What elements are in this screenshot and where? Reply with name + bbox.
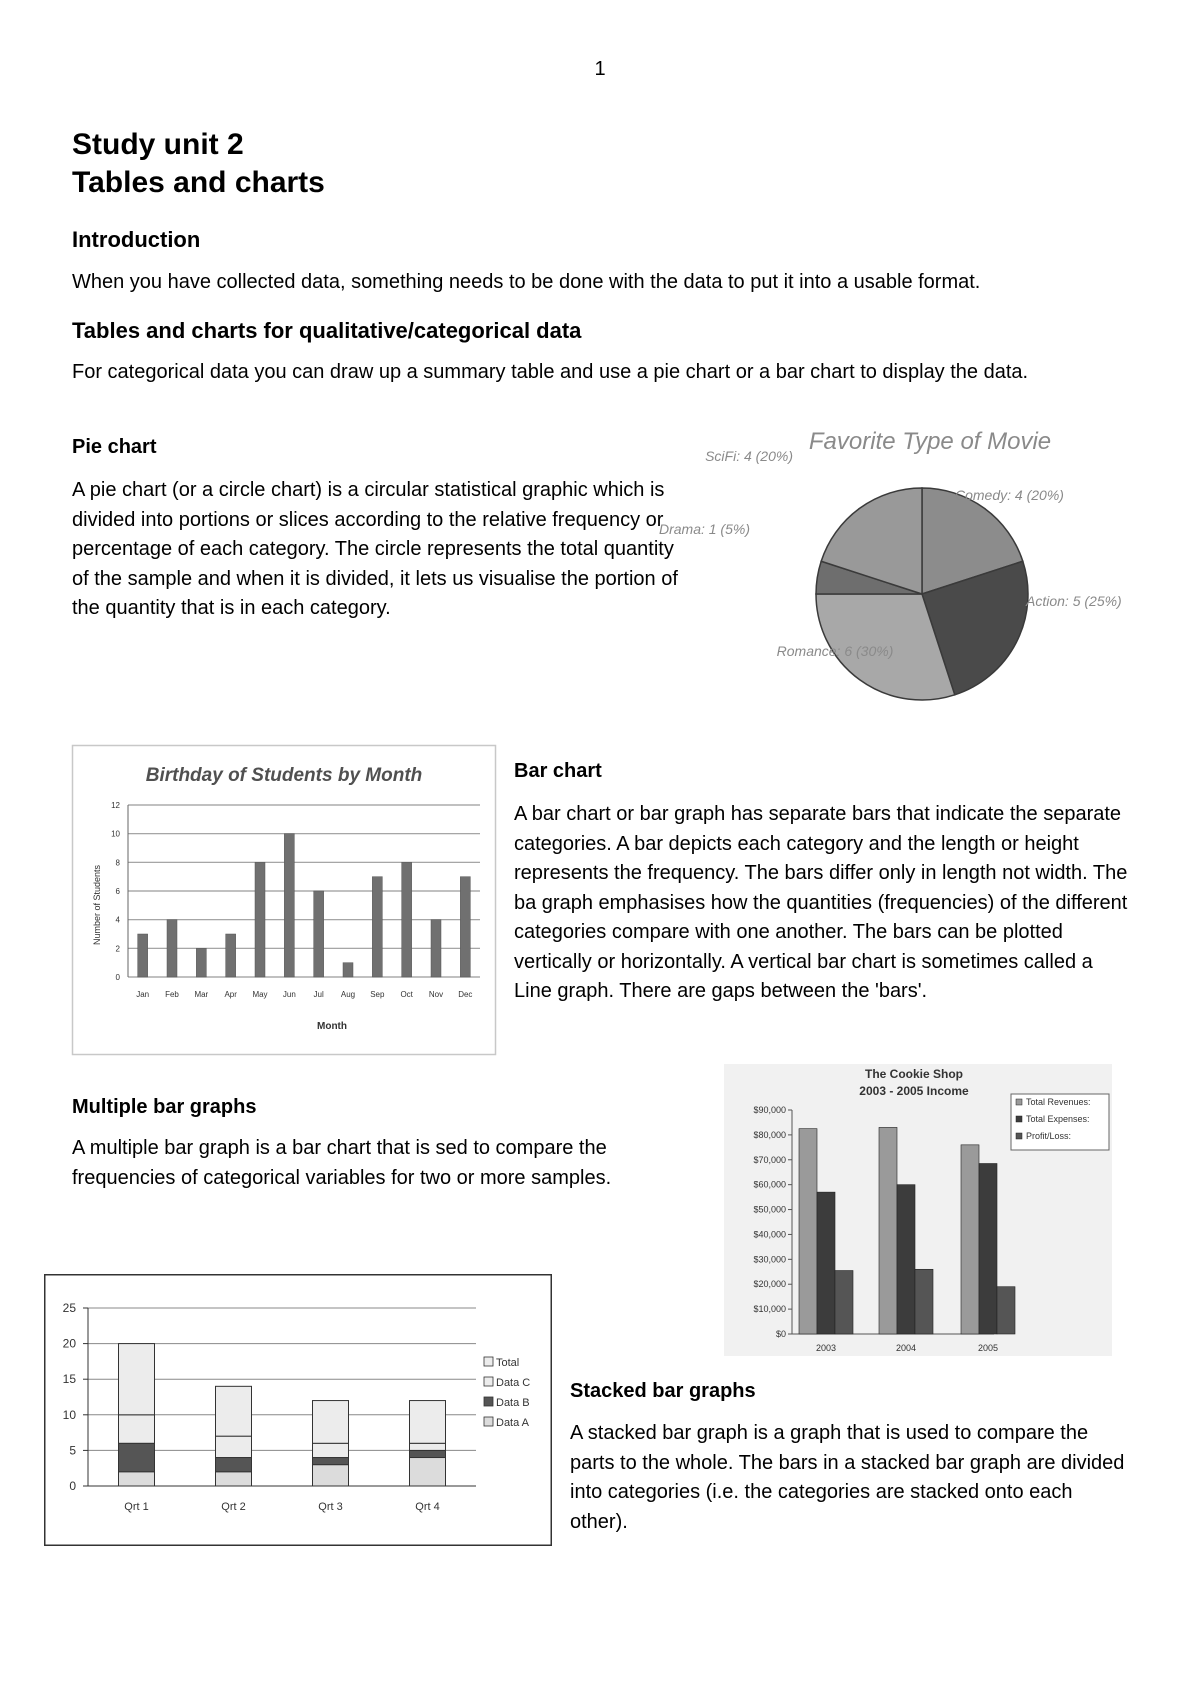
bar-may (255, 862, 265, 977)
x-tick-label: Jun (282, 990, 296, 999)
segment-qrt2-datac (216, 1436, 252, 1457)
bar-2003-totalrevenues (799, 1129, 817, 1334)
pie-label-scifi: SciFi: 4 (20%) (705, 448, 793, 464)
segment-qrt1-datac (119, 1415, 155, 1443)
x-tick-label: Nov (428, 990, 444, 999)
segment-qrt3-dataa (313, 1465, 349, 1486)
segment-qrt2-datab (216, 1458, 252, 1472)
y-tick-label: $30,000 (753, 1254, 786, 1265)
birthday-chart-title: Birthday of Students by Month (145, 765, 423, 786)
stacked-bar-heading: Stacked bar graphs (570, 1380, 756, 1402)
x-tick-label: Jul (313, 990, 324, 999)
intro-heading: Introduction (72, 227, 201, 252)
y-tick-label: 8 (115, 858, 120, 868)
segment-qrt4-total (410, 1401, 446, 1444)
y-tick-label: $50,000 (753, 1204, 786, 1215)
legend-label: Profit/Loss: (1026, 1131, 1072, 1141)
legend-label: Total Revenues: (1026, 1097, 1091, 1107)
x-tick-label: Mar (194, 990, 209, 999)
qualitative-text: For categorical data you can draw up a summary table and use a pie chart or a bar chart to display the data. (72, 361, 1029, 383)
bar-dec (460, 877, 470, 977)
cookie-chart-legend (1011, 1094, 1109, 1150)
x-tick-label: Oct (400, 990, 413, 999)
bar-oct (402, 862, 412, 977)
bar-heading: Bar chart (514, 760, 602, 782)
segment-qrt1-total (119, 1344, 155, 1415)
segment-qrt1-datab (119, 1443, 155, 1471)
legend-swatch (484, 1417, 493, 1426)
y-tick-label: 20 (62, 1336, 76, 1351)
bar-jul (314, 891, 324, 977)
y-tick-label: 15 (62, 1372, 76, 1387)
y-tick-label: 5 (69, 1443, 76, 1458)
legend-swatch (484, 1377, 493, 1386)
x-tick-label: Jan (136, 990, 150, 999)
y-tick-label: $70,000 (753, 1154, 786, 1165)
y-tick-label: $20,000 (753, 1279, 786, 1290)
x-tick-label: Dec (458, 990, 473, 999)
legend-label: Total (496, 1357, 520, 1369)
cookie-chart-subtitle: 2003 - 2005 Income (859, 1084, 969, 1098)
title-line-1: Study unit 2 (72, 128, 244, 161)
birthday-chart-ylabel: Number of Students (92, 864, 102, 946)
x-tick-label: Apr (224, 990, 237, 999)
y-tick-label: $40,000 (753, 1229, 786, 1240)
bar-jan (138, 934, 148, 977)
pie-label-romance: Romance: 6 (30%) (776, 643, 894, 659)
segment-qrt2-dataa (216, 1472, 252, 1486)
x-tick-label: 2003 (815, 1343, 837, 1353)
y-tick-label: 25 (62, 1301, 76, 1315)
pie-chart-title: Favorite Type of Movie (808, 428, 1052, 455)
multiple-bar-text: A multiple bar graph is a bar chart that is sed to compare the frequencies of categorical variables for two or more samples. (72, 1137, 612, 1189)
x-tick-label: May (252, 990, 268, 999)
segment-qrt3-total (313, 1401, 349, 1444)
bar-apr (226, 934, 236, 977)
birthday-bar-chart (72, 745, 496, 1055)
pie-label-comedy: Comedy: 4 (20%) (955, 487, 1064, 503)
pie-chart (658, 420, 1150, 725)
x-tick-label: Aug (340, 990, 356, 999)
page-title (72, 126, 325, 202)
bar-2005-totalexpenses (979, 1164, 997, 1334)
bar-text: A bar chart or bar graph has separate bars that indicate the separate categories. A bar depicts each category and the length or height represents the frequency. The bars differ only in length not width. The ba graph emphasises how the quantities (frequencies) of the different categories compare with one another. The bars can be plotted vertically or horizontally. A vertical bar chart is sometimes called a Line graph. There are gaps between the 'bars'. (514, 803, 1128, 1002)
page-number: 1 (594, 58, 606, 80)
y-tick-label: 0 (69, 1479, 76, 1493)
x-tick-label: Qrt 1 (124, 1501, 149, 1513)
legend-label: Data B (496, 1397, 530, 1409)
y-tick-label: $60,000 (753, 1179, 786, 1190)
intro-text: When you have collected data, something needs to be done with the data to put it into a usable format. (72, 271, 981, 293)
bar-2003-profitloss (835, 1271, 853, 1334)
pie-label-drama: Drama: 1 (5%) (658, 521, 750, 537)
legend-swatch (1016, 1099, 1022, 1105)
x-tick-label: 2004 (895, 1343, 917, 1353)
x-tick-label: Feb (165, 990, 179, 999)
segment-qrt2-total (216, 1386, 252, 1436)
y-tick-label: 2 (115, 944, 120, 954)
bar-2004-totalrevenues (879, 1127, 897, 1334)
segment-qrt4-dataa (410, 1458, 446, 1486)
bar-2003-totalexpenses (817, 1192, 835, 1334)
y-tick-label: 10 (111, 829, 120, 839)
x-tick-label: Sep (370, 990, 385, 999)
segment-qrt3-datac (313, 1443, 349, 1457)
legend-label: Data A (496, 1417, 530, 1429)
bar-2004-totalexpenses (897, 1185, 915, 1334)
x-tick-label: Qrt 2 (221, 1501, 246, 1513)
segment-qrt3-datab (313, 1458, 349, 1465)
bar-mar (196, 948, 206, 977)
birthday-chart-xlabel: Month (317, 1021, 347, 1032)
segment-qrt1-dataa (119, 1472, 155, 1486)
legend-label: Total Expenses: (1026, 1114, 1090, 1124)
bar-jun (284, 834, 294, 977)
x-tick-label: 2005 (977, 1343, 999, 1353)
bar-sep (372, 877, 382, 977)
bar-2005-profitloss (997, 1287, 1015, 1334)
cookie-shop-chart (724, 1064, 1112, 1356)
y-tick-label: 6 (115, 887, 120, 896)
legend-swatch (1016, 1133, 1022, 1139)
multiple-bar-heading: Multiple bar graphs (72, 1096, 257, 1118)
x-tick-label: Qrt 4 (415, 1501, 440, 1513)
y-tick-label: $80,000 (753, 1129, 786, 1140)
bar-feb (167, 920, 177, 977)
pie-slices (816, 488, 1028, 700)
bar-aug (343, 963, 353, 977)
pie-text: A pie chart (or a circle chart) is a circular statistical graphic which is divided into portions or slices according to the relative frequency or percentage of each category. The circle represents the total quantity of the sample and when it is divided, it lets us visualise the portion of the quantity that is in each category. (72, 479, 678, 619)
y-tick-label: $90,000 (753, 1105, 786, 1115)
cookie-chart-title: The Cookie Shop (864, 1067, 964, 1081)
legend-label: Data C (496, 1377, 531, 1389)
title-line-2: Tables and charts (72, 166, 325, 199)
legend-swatch (484, 1397, 493, 1406)
bar-2005-totalrevenues (961, 1145, 979, 1334)
y-tick-label: $10,000 (753, 1304, 786, 1315)
y-tick-label: 10 (62, 1407, 76, 1422)
qualitative-heading: Tables and charts for qualitative/categorical data (72, 318, 582, 343)
stacked-bar-text: A stacked bar graph is a graph that is used to compare the parts to the whole. The bars in a stacked bar graph are divided into categories (i.e. the categories are stacked onto each other). (570, 1422, 1125, 1533)
segment-qrt4-datab (410, 1450, 446, 1457)
y-tick-label: 0 (115, 973, 120, 982)
pie-heading: Pie chart (72, 436, 157, 458)
bar-2004-profitloss (915, 1269, 933, 1334)
stacked-bar-chart (44, 1274, 552, 1546)
y-tick-label: 4 (115, 915, 120, 925)
legend-swatch (484, 1357, 493, 1366)
segment-qrt4-datac (410, 1443, 446, 1450)
pie-label-action: Action: 5 (25%) (1026, 593, 1122, 609)
legend-swatch (1016, 1116, 1022, 1122)
bar-nov (431, 920, 441, 977)
y-tick-label: 12 (111, 801, 120, 810)
y-tick-label: $0 (775, 1329, 786, 1339)
x-tick-label: Qrt 3 (318, 1501, 343, 1513)
